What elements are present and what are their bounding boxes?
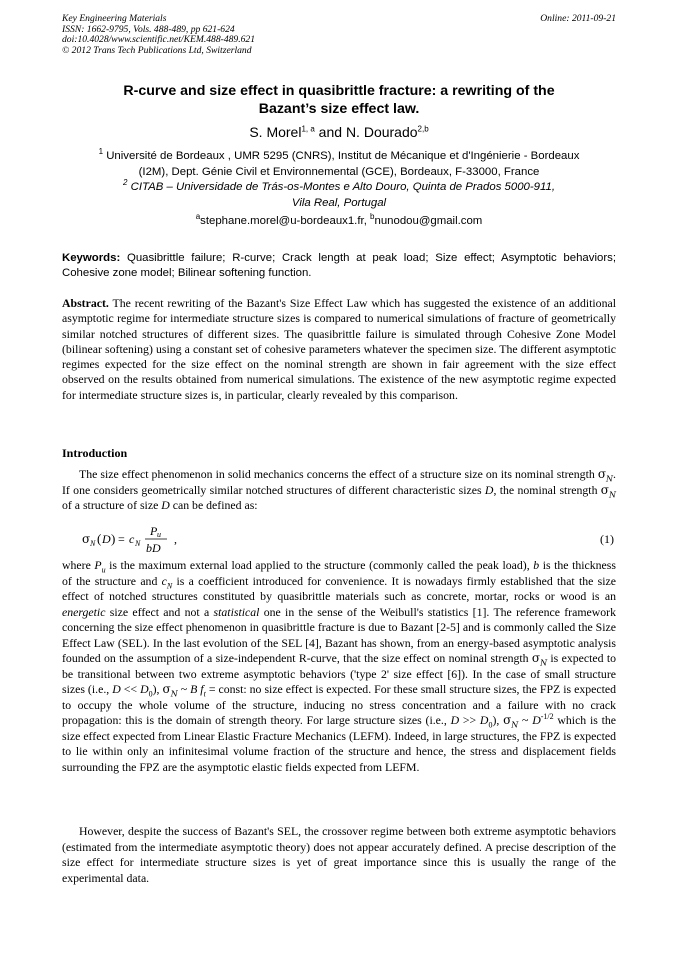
intro-paragraph-1 xyxy=(62,467,616,514)
keywords-text: Quasibrittle failure; R-curve; Crack length at peak load; Size effect; Asymptotic behaviors; Cohesive zone model; Bilinear softening function. xyxy=(62,252,616,280)
title-line-1: R-curve and size effect in quasibrittle fracture: a rewriting of the xyxy=(123,83,555,99)
email-a-sup: a xyxy=(195,212,201,222)
svg-text:P: P xyxy=(150,524,158,538)
text-span: , the nominal strength xyxy=(493,482,601,497)
affiliation-2 xyxy=(62,180,616,211)
journal-name: Key Engineering Materials xyxy=(62,13,167,24)
abstract-block xyxy=(62,296,616,403)
author-1-sup: 1, a xyxy=(301,124,315,134)
intro-paragraph-3: However, despite the success of Bazant's SEL, the crossover regime between both extreme asymptotic behaviors (estimated from the intermediate asymptotic theory) does not appear accurately defined. A precise description of the size effect for intermediate structure sizes is yet of great importance since this is usually the range of the experimental data. xyxy=(62,824,616,885)
author-2-sup: 2,b xyxy=(417,124,429,134)
svg-text:N: N xyxy=(135,539,141,548)
paper-title xyxy=(62,82,616,118)
equation-number: (1) xyxy=(600,532,614,546)
intro-paragraph-2: where $P_u$ is the maximum external load applied to the structure (commonly called the peak load), b is the thickness of the structure and $c_N$ is a coefficient introduced for convenience. It is nowadays firmly established that the size effect of notched structures constituted by quasibrittle materials such as concrete, mortar, rocks or wood is an energetic size effect and not a statistical one in the sense of the Weibull's statistics [1]. The reference framework concerning the size effect phenomenon in quasibrittle fracture is due to Bazant [2-5] and is commonly called the Size Effect Law (SEL). In the last evolution of the SEL [4], Bazant has shown, from an energy-based asymptotic analysis founded on the assumption of a size-independent R-curve, that the size effect on nominal strength $\sigma_N$ is expected to be transitional between two extreme asymptotic behaviors ('type 2' size effect [6]). In the case of small structure sizes (i.e., $D << D_0$), $\sigma_N$ ~ B $f_t$ = const: no size effect is expected. For these small structure sizes, the FPZ is expected to occupy the whole volume of the structure, inducing no stress concentration and a failure with no crack propagation: this is the domain of strength theory. For large structure sizes (i.e., $D >> D_0$), $\sigma_N$ ~ $D^{-1/2}$ which is the size effect expected from Linear Elastic Fracture Mechanics (LEFM). Indeed, in large structures, the FPZ is expected to lie within only an infinitesimal volume fraction of the structure and hence, the stress and displacement fields surrounding the FPZ are the asymptotic elastic fields expected from LEFM. xyxy=(62,558,617,774)
svg-text:,: , xyxy=(174,532,177,546)
issn-line: ISSN: 1662-9795, Vols. 488-489, pp 621-624 xyxy=(62,23,235,35)
svg-text:bD: bD xyxy=(146,541,161,555)
sigma-n-symbol: $\sigma_N$ xyxy=(503,713,519,730)
svg-text:σ: σ xyxy=(82,532,91,546)
inline-math: D xyxy=(450,713,460,727)
text-span: which is the size effect expected from Linear Elastic Fracture Mechanics (LEFM). Indeed, in large structures, the FPZ is expected to lie within only an infinitesimal volume fraction of the structure and hence, the stress and displacement fields surrounding the FPZ are the asymptotic elastic fields expected from LEFM. xyxy=(62,713,617,774)
keywords-block xyxy=(62,251,616,282)
text-span: . If one considers geometrically similar notched structures of different characteristic sizes xyxy=(62,467,616,497)
aff1-line-2: (I2M), Dept. Génie Civil et Environnemental (GCE), Bordeaux, F-33000, France xyxy=(138,165,540,178)
sigma-n-symbol: $\sigma_N$ xyxy=(600,482,616,499)
text-span: of a structure of size xyxy=(62,498,162,512)
journal-header xyxy=(62,14,616,56)
equation-1-formula xyxy=(82,522,202,556)
text-span: : no size effect is expected. For these small structure sizes, the FPZ is expected to occupy the whole volume of the structure, inducing no stress concentration and a failure with no crack propagation: this is the domain of strength theory. For large structure sizes (i.e., xyxy=(62,682,617,727)
text-span: is expected to be transitional between two extreme asymptotic behaviors ('type 2' size effect [6]). In the case of small structure sizes (i.e., xyxy=(62,651,616,696)
doi-line: doi:10.4028/www.scientific.net/KEM.488-489.621 xyxy=(62,34,256,46)
svg-text:(: ( xyxy=(97,531,102,546)
text-span: The size effect phenomenon in solid mechanics concerns the effect of a structure size on its nominal strength xyxy=(79,467,598,481)
sigma-n-symbol: $\sigma_N$ xyxy=(597,467,614,484)
email-line xyxy=(62,214,616,229)
svg-text:): ) xyxy=(111,531,116,546)
svg-text:N: N xyxy=(90,539,96,548)
sigma-n-symbol: $\sigma_N$ xyxy=(162,682,178,699)
abstract-text: The recent rewriting of the Bazant's Size Effect Law which has suggested the existence of an additional asymptotic regime for intermediate structure sizes is compared to numerical simulations of fracture of geometrically similar notched structures of different sizes. The quasibrittle failure is simulated through Cohesive Zone Model (bilinear softening) using a constant set of cohesive parameters whatever the specimen size. The different asymptotic regimes expected for the size effect on the nominal strength are shown in fair agreement with the size effect observed on the results obtained from numerical simulations. The existence of the new asymptotic regime expected for intermediate structure sizes is, in particular, clearly revealed by this comparison. xyxy=(62,296,616,402)
aff2-line-2: Vila Real, Portugal xyxy=(291,196,387,209)
inline-math: D xyxy=(112,682,121,696)
sigma-n-symbol: $\sigma_N$ xyxy=(531,651,548,668)
author-1: S. Morel xyxy=(249,124,302,140)
text-span: where xyxy=(62,558,95,572)
text-span: can be defined as: xyxy=(169,498,258,512)
inline-math: B $f_t$ xyxy=(190,682,206,699)
author-and: and xyxy=(314,124,346,140)
keywords-label: Keywords: xyxy=(62,252,121,264)
online-date: Online: 2011-09-21 xyxy=(540,13,616,24)
aff2-line-1: CITAB – Universidade de Trás-os-Montes e Alto Douro, Quinta de Prados 5000-911, xyxy=(127,181,556,193)
aff2-sup: 2 xyxy=(122,178,128,188)
section-heading-introduction: Introduction xyxy=(62,446,128,460)
text-span: ), xyxy=(152,682,163,696)
affiliation-1 xyxy=(62,149,616,180)
var-D: D xyxy=(484,482,494,497)
abstract-label: Abstract. xyxy=(62,296,109,310)
emph-statistical: statistical xyxy=(213,604,260,619)
text-span: ), xyxy=(492,713,504,727)
title-line-2: Bazant’s size effect law. xyxy=(258,101,420,117)
svg-text:c: c xyxy=(129,532,135,546)
var-b: b xyxy=(533,558,540,572)
emph-energetic: energetic xyxy=(62,604,106,619)
email-b-sup: b xyxy=(370,212,375,222)
author-list xyxy=(62,124,616,141)
equation-1 xyxy=(82,522,616,556)
aff1-line-1: Université de Bordeaux , UMR 5295 (CNRS), Institut de Mécanique et d'Ingénierie - Bordeaux xyxy=(103,150,580,162)
text-span: is the maximum external load applied to the structure (commonly called the peak load), xyxy=(105,558,534,572)
var-cN: $c_N$ xyxy=(161,573,173,590)
svg-text:=: = xyxy=(118,532,125,546)
text-span: one in the sense of the Weibull's statistics [1]. The reference framework concerning the size effect phenomenon in quasibrittle fracture is due to Bazant [2-5] and is commonly called the Size Effect Law (SEL). In the last evolution of the SEL [4], Bazant has shown, from an energy-based asymptotic analysis founded on the assumption of a size-independent R-curve, that the size effect on nominal strength xyxy=(62,604,616,665)
email-sep: , xyxy=(363,215,371,227)
text-span: is a coefficient introduced for convenience. It is nowadays firmly established that the size effect of notched structures constituted by quasibrittle materials such as concrete, mortar, rocks or wood is an xyxy=(62,573,617,603)
email-b[interactable]: nunodou@gmail.com xyxy=(374,215,483,227)
email-a[interactable]: stephane.morel@u-bordeaux1.fr xyxy=(200,215,364,227)
var-D: D xyxy=(161,498,170,512)
text-span: is the thickness of the structure and xyxy=(62,558,616,588)
text-span: size effect and not a xyxy=(105,604,214,619)
copyright-line: © 2012 Trans Tech Publications Ltd, Switzerland xyxy=(62,44,252,56)
author-2: N. Dourado xyxy=(345,124,418,140)
inline-math: D xyxy=(140,682,149,696)
inline-math: D xyxy=(479,713,489,727)
var-Pu: $P_u$ xyxy=(94,558,106,575)
aff1-sup: 1 xyxy=(98,147,104,157)
inline-math: D xyxy=(532,713,541,727)
svg-text:D: D xyxy=(102,532,111,546)
svg-text:u: u xyxy=(157,530,161,539)
